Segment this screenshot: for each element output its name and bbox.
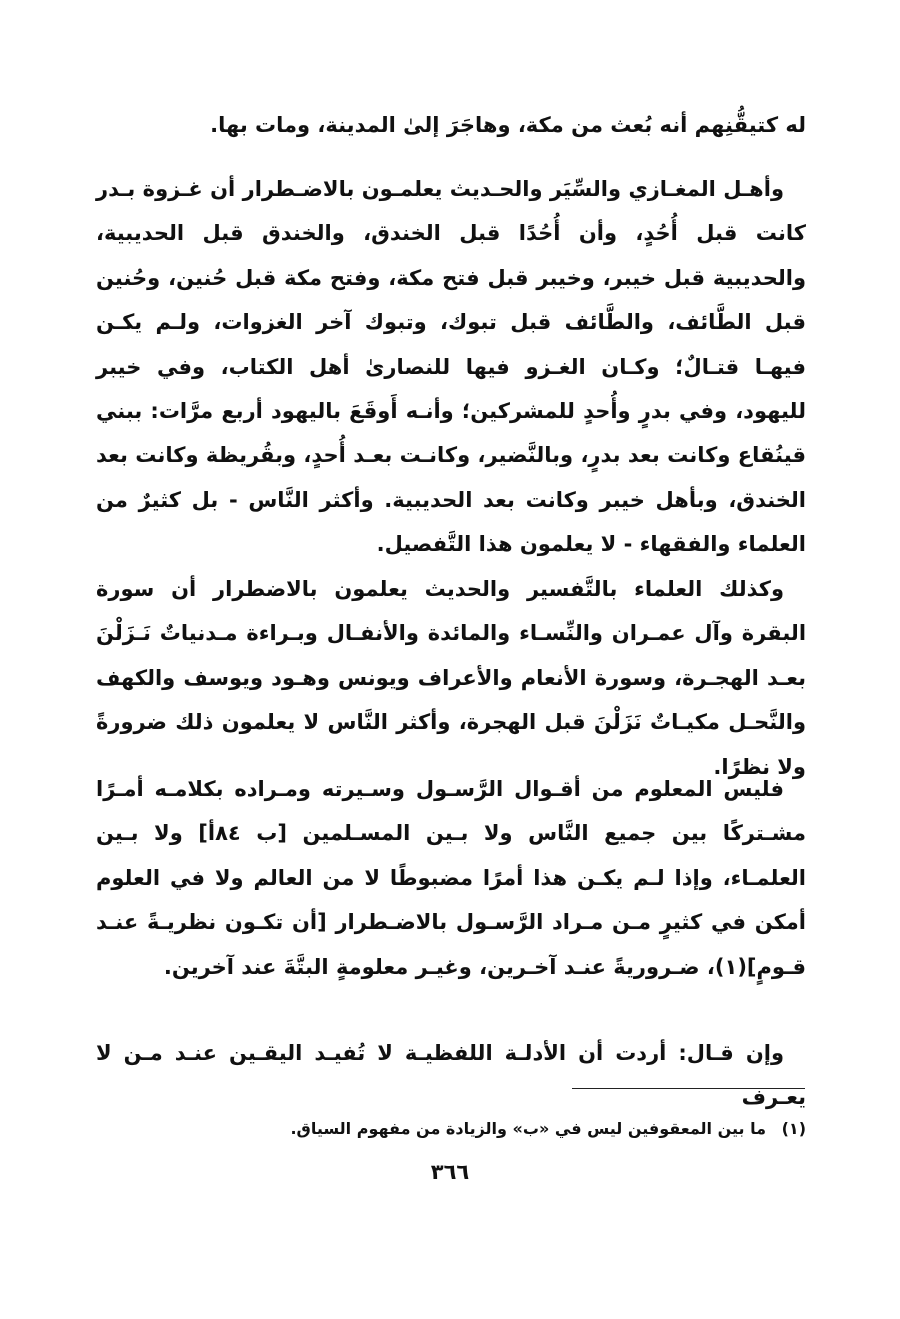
text-line: أَوقَعَ باليهود أربع مرَّات: ببني قينُقاع وكانت بعد بدرٍ، وبالنَّضير، وكانـت بعـد bbox=[96, 399, 807, 468]
text-line: له كتيقُّنِهم أنه بُعث من مكة، وهاجَرَ إلىٰ المدينة، ومات بها. bbox=[210, 113, 806, 137]
paragraph-maghazi bbox=[96, 167, 806, 567]
text-line: أردت أن الأدلـة اللفظيـة لا تُفيـد اليقـين عنـد مـن لا يعـرف bbox=[96, 1041, 806, 1110]
paragraph-continuation bbox=[96, 103, 806, 147]
footnote-text: ما بين المعقوفين ليس في «ب» والزيادة من مفهوم السياق. bbox=[290, 1119, 767, 1138]
text-line: هذا أمرًا مضبوطًا لا من العالم ولا في العلوم أمكن في كثيرٍ مـن مـراد الرَّسـول bbox=[96, 865, 807, 935]
page-number: ٣٦٦ bbox=[430, 1160, 470, 1184]
run-in-heading: وإن قـال: bbox=[678, 1041, 784, 1065]
text-line: أُحدٍ، وبقُريظة وكانت بعد الخندق، وبأهل خيبر وكانت بعد الحديبية. وأكثر bbox=[96, 443, 806, 512]
text-line: قبل خيبر، وخيبر قبل فتح مكة، وفتح مكة قبل حُنين، وحُنين قبل الطَّائف، bbox=[96, 265, 807, 335]
text-line: النَّاس - بل كثيرٌ من العلماء والفقهاء - لا يعلمون هذا التَّفصيل. bbox=[96, 487, 806, 557]
text-line: فيها للنصارىٰ أهل الكتاب، وفي خيبر لليهود، وفي بدرٍ وأُحدٍ للمشركين؛ وأنـه bbox=[96, 354, 807, 424]
text-line: وسورة الأنعام والأعراف ويونس وهـود ويوسف والكهف والنَّحـل مكيـاتٌ bbox=[96, 665, 806, 735]
footnote-separator bbox=[572, 1088, 805, 1089]
text-line: فليس المعلوم من أقـوال الرَّسـول وسـيرته ومـراده بكلامـه أمـرًا مشـتركًا bbox=[96, 777, 806, 846]
text-line: كانت قبل أُحُدٍ، وأن أُحُدًا قبل الخندق، والخندق قبل الحديبية، والحديبية bbox=[96, 221, 807, 290]
text-line: وآل عمـران والنِّسـاء والمائدة والأنفـال وبـراءة مـدنياتٌ نَـزَلْنَ بعـد الهجـرة، bbox=[96, 621, 807, 690]
text-line: بين جميع النَّاس ولا بـين المسـلمين [ب ٨٤أ] ولا بـين العلمـاء، وإذا لـم يكـن bbox=[96, 821, 807, 890]
text-line: معلومةٍ البتَّةَ عند آخرين. bbox=[163, 954, 409, 979]
paragraph-in-qala bbox=[96, 1031, 806, 1120]
text-line: وكذلك العلماء بالتَّفسير والحديث يعلمون بالاضطرار أن سورة البقرة bbox=[96, 577, 807, 646]
paragraph-tafsir bbox=[96, 567, 806, 789]
text-line: نَزَلْنَ قبل الهجرة، وأكثر النَّاس لا يعلمون ذلك ضرورةً ولا نظرًا. bbox=[96, 710, 806, 779]
text-line: بالاضـطرار [أن تكـون نظريـةً عنـد قـومٍ](١)، ضـروريةً عنـد آخـرين، وغيـر bbox=[96, 910, 806, 979]
text-line: والطَّائف قبل تبوك، وتبوك آخر الغزوات، ولـم يكـن فيهـا قتـالٌ؛ وكـان الغـزو bbox=[96, 310, 807, 379]
footnote-number: (١) bbox=[781, 1119, 806, 1138]
footnote bbox=[96, 1117, 806, 1141]
text-line: وأهـل المغـازي والسِّيَر والحـديث يعلمـون بالاضـطرار أن غـزوة بـدر bbox=[96, 177, 784, 201]
paragraph-maloom bbox=[96, 767, 806, 989]
